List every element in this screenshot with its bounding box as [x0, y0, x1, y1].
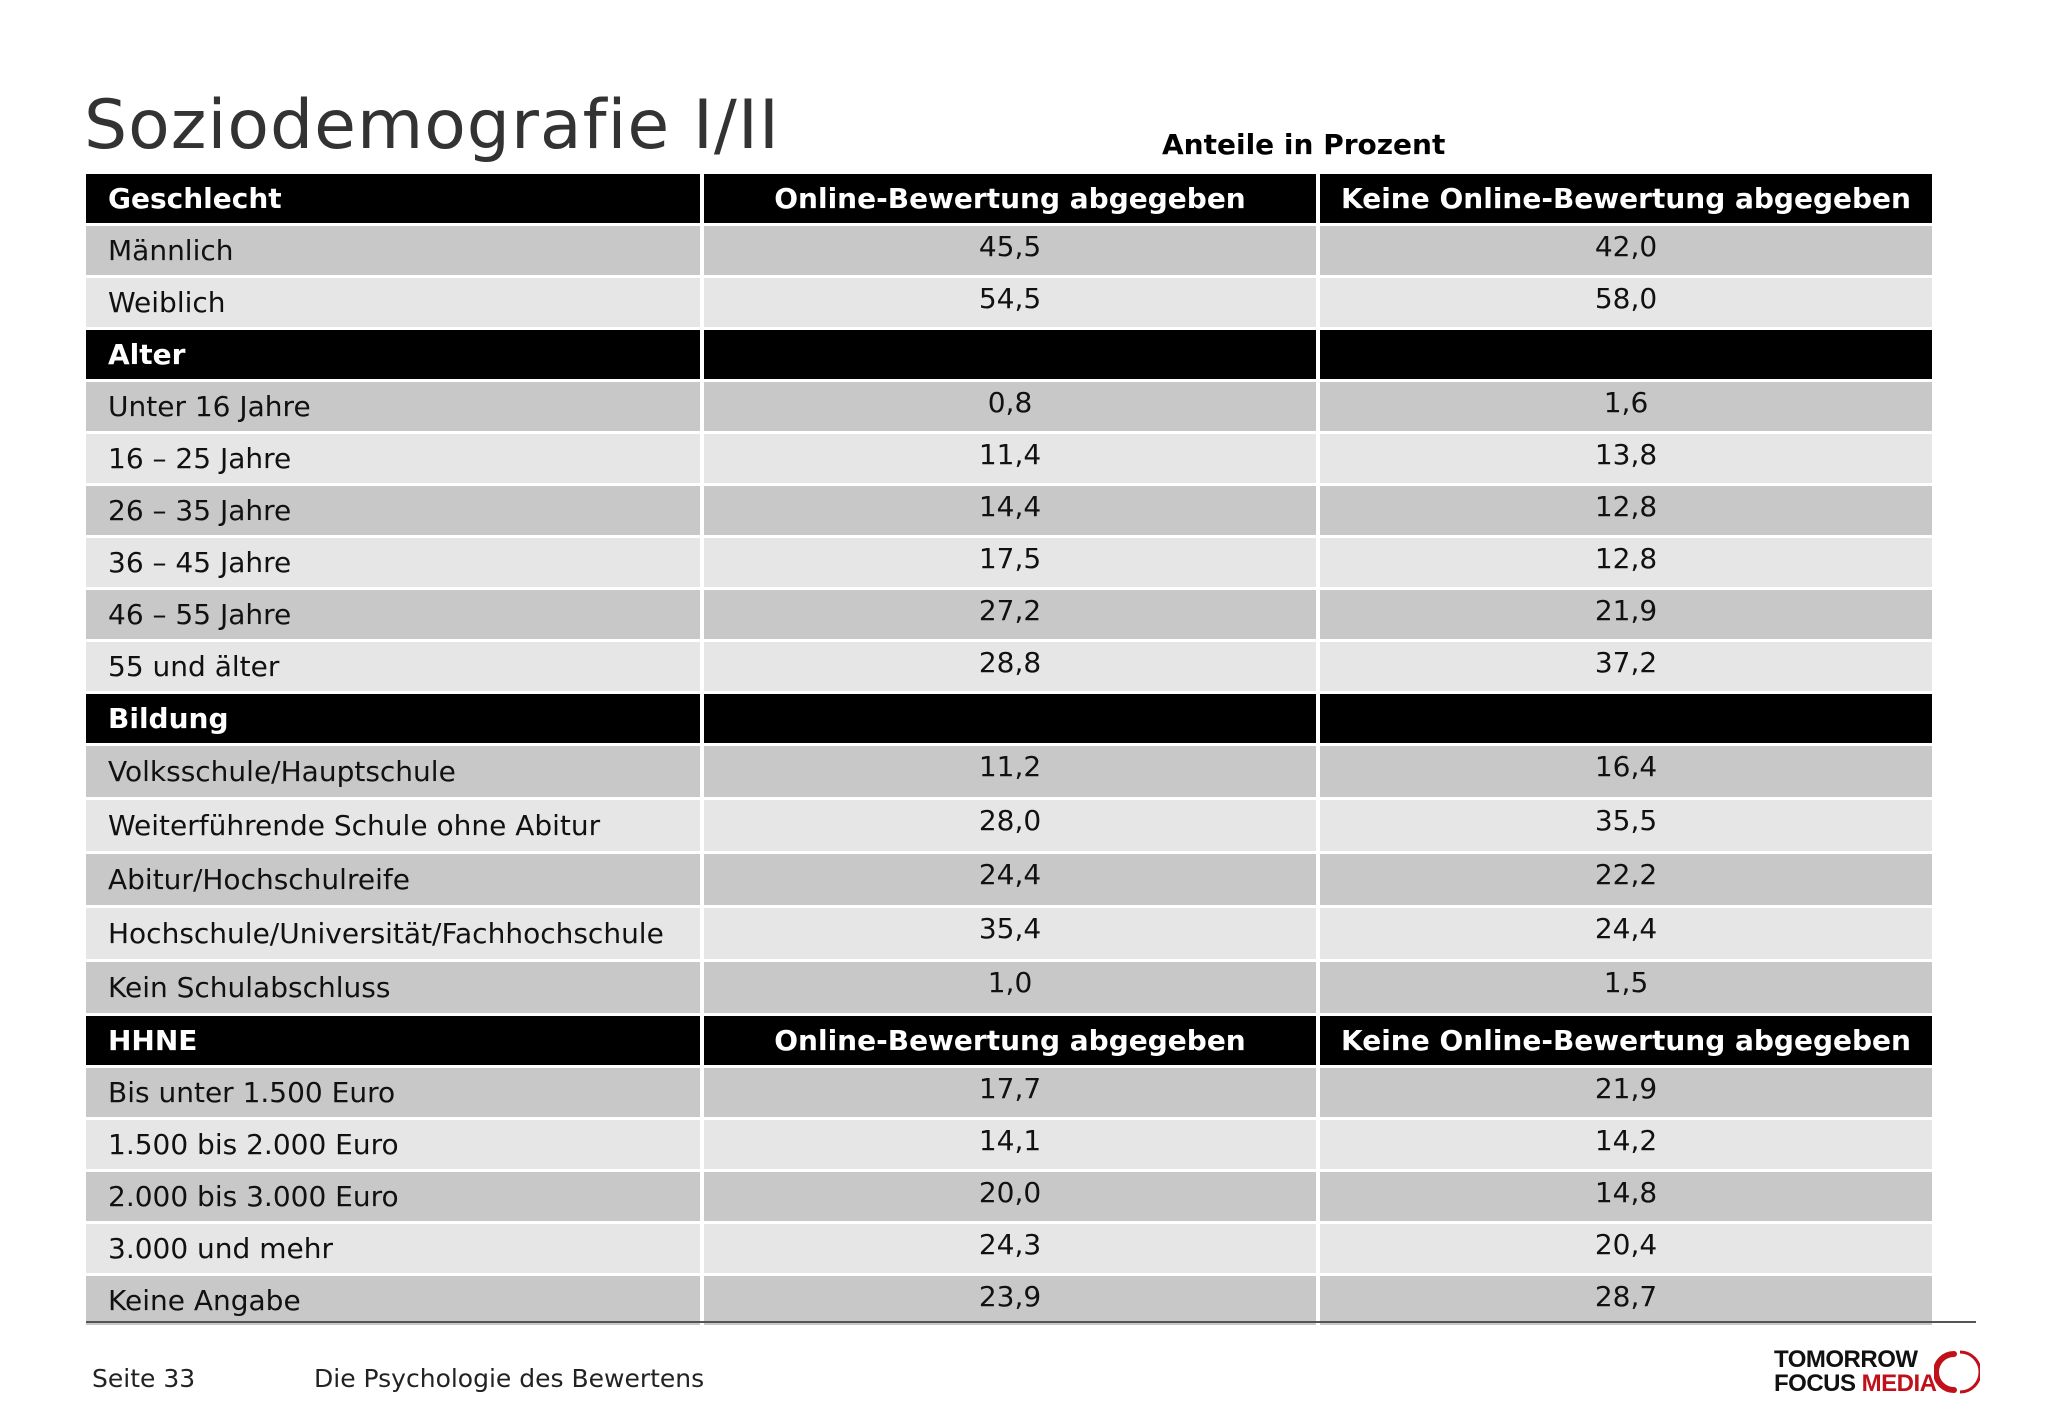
value-not-rated: 14,2 [1320, 1120, 1932, 1169]
row-label: Bis unter 1.500 Euro [86, 1068, 700, 1117]
footer-divider [86, 1321, 1976, 1323]
row-label: Volksschule/Hauptschule [86, 746, 700, 797]
value-online-rated: 20,0 [704, 1172, 1316, 1221]
value-online-rated: 14,1 [704, 1120, 1316, 1169]
table-subtitle: Anteile in Prozent [1162, 128, 1446, 161]
row-label: 1.500 bis 2.000 Euro [86, 1120, 700, 1169]
value-not-rated: 16,4 [1320, 746, 1932, 797]
value-online-rated [704, 694, 1316, 743]
table-row [86, 1120, 1932, 1172]
value-not-rated: 1,6 [1320, 382, 1932, 431]
table-section-header [86, 330, 1932, 382]
table-row [86, 1172, 1932, 1224]
row-label: Weiterführende Schule ohne Abitur [86, 800, 700, 851]
table-row [86, 800, 1932, 854]
row-label: 3.000 und mehr [86, 1224, 700, 1273]
value-not-rated: Keine Online-Bewertung abgegeben [1320, 1016, 1932, 1065]
value-not-rated: 12,8 [1320, 538, 1932, 587]
value-not-rated: 22,2 [1320, 854, 1932, 905]
value-not-rated: 58,0 [1320, 278, 1932, 327]
value-online-rated: 28,0 [704, 800, 1316, 851]
value-online-rated: 0,8 [704, 382, 1316, 431]
value-online-rated: 35,4 [704, 908, 1316, 959]
row-label: Alter [86, 330, 700, 379]
table-section-header [86, 694, 1932, 746]
tomorrow-focus-media-logo [1774, 1348, 1984, 1398]
value-online-rated: 45,5 [704, 226, 1316, 275]
value-online-rated: 54,5 [704, 278, 1316, 327]
value-not-rated [1320, 694, 1932, 743]
value-not-rated: 28,7 [1320, 1276, 1932, 1325]
logo-line-1: TOMORROW [1774, 1346, 1918, 1373]
value-not-rated: 13,8 [1320, 434, 1932, 483]
value-online-rated: 11,4 [704, 434, 1316, 483]
logo-line-2-focus: FOCUS [1774, 1370, 1862, 1397]
table-row [86, 1068, 1932, 1120]
value-online-rated: 24,3 [704, 1224, 1316, 1273]
value-online-rated: 17,5 [704, 538, 1316, 587]
value-online-rated: 14,4 [704, 486, 1316, 535]
row-label: Weiblich [86, 278, 700, 327]
footer-document-title: Die Psychologie des Bewertens [314, 1364, 705, 1393]
value-not-rated: 37,2 [1320, 642, 1932, 691]
value-online-rated: 17,7 [704, 1068, 1316, 1117]
value-online-rated: 11,2 [704, 746, 1316, 797]
table-section-header [86, 1016, 1932, 1068]
logo-arc-icon [1934, 1348, 1980, 1396]
table-row [86, 226, 1932, 278]
table-row [86, 1224, 1932, 1276]
table-row [86, 590, 1932, 642]
table-row [86, 854, 1932, 908]
row-label: 2.000 bis 3.000 Euro [86, 1172, 700, 1221]
sociodemographics-table [86, 174, 1932, 1328]
value-online-rated: 23,9 [704, 1276, 1316, 1325]
row-label: Keine Angabe [86, 1276, 700, 1325]
row-label: Kein Schulabschluss [86, 962, 700, 1013]
row-label: HHNE [86, 1016, 700, 1065]
value-not-rated: 42,0 [1320, 226, 1932, 275]
row-label: Hochschule/Universität/Fachhochschule [86, 908, 700, 959]
value-not-rated [1320, 330, 1932, 379]
value-online-rated: 1,0 [704, 962, 1316, 1013]
logo-line-2 [1774, 1372, 1937, 1396]
page-title: Soziodemografie I/II [84, 86, 780, 165]
row-label: 26 – 35 Jahre [86, 486, 700, 535]
table-row [86, 962, 1932, 1016]
row-label: 16 – 25 Jahre [86, 434, 700, 483]
table-row [86, 746, 1932, 800]
row-label: 36 – 45 Jahre [86, 538, 700, 587]
table-row [86, 486, 1932, 538]
row-label: 55 und älter [86, 642, 700, 691]
table-row [86, 382, 1932, 434]
value-not-rated: 14,8 [1320, 1172, 1932, 1221]
value-online-rated: Online-Bewertung abgegeben [704, 1016, 1316, 1065]
table-row [86, 908, 1932, 962]
value-online-rated: Online-Bewertung abgegeben [704, 174, 1316, 223]
row-label: Männlich [86, 226, 700, 275]
value-not-rated: 24,4 [1320, 908, 1932, 959]
value-not-rated: 20,4 [1320, 1224, 1932, 1273]
table-row [86, 434, 1932, 486]
row-label: Abitur/Hochschulreife [86, 854, 700, 905]
table-row [86, 538, 1932, 590]
value-not-rated: 21,9 [1320, 590, 1932, 639]
value-not-rated: 12,8 [1320, 486, 1932, 535]
value-not-rated: 1,5 [1320, 962, 1932, 1013]
value-online-rated [704, 330, 1316, 379]
page-number: Seite 33 [92, 1364, 196, 1393]
row-label: 46 – 55 Jahre [86, 590, 700, 639]
value-not-rated: Keine Online-Bewertung abgegeben [1320, 174, 1932, 223]
row-label: Bildung [86, 694, 700, 743]
logo-line-2-media: MEDIA [1861, 1370, 1937, 1397]
value-not-rated: 21,9 [1320, 1068, 1932, 1117]
row-label: Unter 16 Jahre [86, 382, 700, 431]
value-online-rated: 24,4 [704, 854, 1316, 905]
value-online-rated: 27,2 [704, 590, 1316, 639]
value-not-rated: 35,5 [1320, 800, 1932, 851]
row-label: Geschlecht [86, 174, 700, 223]
table-section-header [86, 174, 1932, 226]
table-row [86, 642, 1932, 694]
value-online-rated: 28,8 [704, 642, 1316, 691]
table-row [86, 278, 1932, 330]
